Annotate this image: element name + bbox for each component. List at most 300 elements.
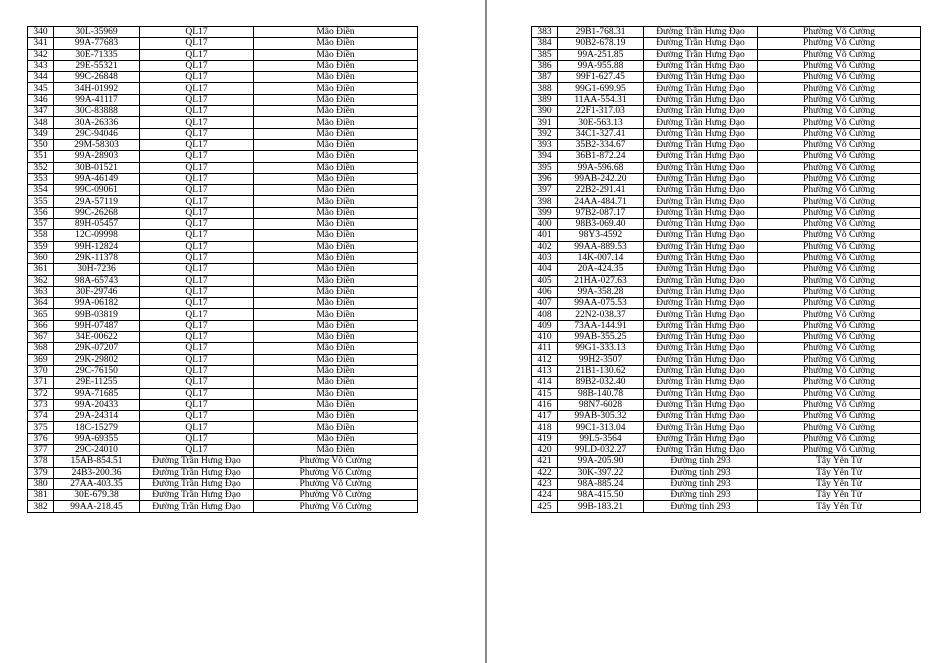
road-cell: Đường Trần Hưng Đạo	[644, 128, 758, 139]
road-cell: Đường tỉnh 293	[644, 456, 758, 467]
table-row	[532, 478, 921, 489]
row-number-cell: 385	[532, 49, 558, 60]
area-cell: Phường Võ Cường	[758, 151, 921, 162]
license-plate-cell: 99A-20433	[54, 399, 140, 410]
row-number-cell: 422	[532, 467, 558, 478]
area-cell: Phường Võ Cường	[758, 433, 921, 444]
area-cell: Mão Điền	[254, 196, 418, 207]
area-cell: Mão Điền	[254, 230, 418, 241]
table-row	[28, 275, 418, 286]
road-cell: Đường Trần Hưng Đạo	[140, 467, 254, 478]
row-number-cell: 355	[28, 196, 54, 207]
table-row	[532, 230, 921, 241]
license-plate-cell: 99G1-333.13	[558, 343, 644, 354]
area-cell: Phường Võ Cường	[758, 230, 921, 241]
vehicle-table-right-body	[532, 27, 921, 513]
area-cell: Phường Võ Cường	[758, 241, 921, 252]
area-cell: Mão Điền	[254, 354, 418, 365]
area-cell: Phường Võ Cường	[758, 343, 921, 354]
table-row	[532, 456, 921, 467]
row-number-cell: 340	[28, 27, 54, 38]
area-cell: Mão Điền	[254, 252, 418, 263]
table-row	[28, 139, 418, 150]
row-number-cell: 366	[28, 320, 54, 331]
row-number-cell: 400	[532, 219, 558, 230]
table-row	[532, 286, 921, 297]
table-row	[532, 467, 921, 478]
row-number-cell: 399	[532, 207, 558, 218]
row-number-cell: 349	[28, 128, 54, 139]
area-cell: Mão Điền	[254, 49, 418, 60]
row-number-cell: 361	[28, 264, 54, 275]
table-row	[28, 343, 418, 354]
table-row	[28, 94, 418, 105]
road-cell: Đường Trần Hưng Đạo	[644, 196, 758, 207]
road-cell: Đường Trần Hưng Đạo	[644, 230, 758, 241]
table-row	[28, 162, 418, 173]
row-number-cell: 372	[28, 388, 54, 399]
road-cell: Đường Trần Hưng Đạo	[140, 490, 254, 501]
area-cell: Phường Võ Cường	[758, 286, 921, 297]
road-cell: Đường Trần Hưng Đạo	[644, 444, 758, 455]
area-cell: Mão Điền	[254, 72, 418, 83]
license-plate-cell: 29M-58303	[54, 139, 140, 150]
table-row	[532, 173, 921, 184]
license-plate-cell: 99AB-305.32	[558, 411, 644, 422]
license-plate-cell: 99C-26268	[54, 207, 140, 218]
area-cell: Mão Điền	[254, 94, 418, 105]
row-number-cell: 389	[532, 94, 558, 105]
road-cell: QL17	[140, 117, 254, 128]
row-number-cell: 362	[28, 275, 54, 286]
table-row	[532, 411, 921, 422]
license-plate-cell: 29C-24010	[54, 444, 140, 455]
area-cell: Tây Yên Tử	[758, 456, 921, 467]
road-cell: QL17	[140, 38, 254, 49]
area-cell: Mão Điền	[254, 388, 418, 399]
road-cell: QL17	[140, 365, 254, 376]
row-number-cell: 395	[532, 162, 558, 173]
road-cell: QL17	[140, 377, 254, 388]
road-cell: QL17	[140, 388, 254, 399]
area-cell: Mão Điền	[254, 173, 418, 184]
road-cell: QL17	[140, 207, 254, 218]
table-row	[532, 72, 921, 83]
row-number-cell: 409	[532, 320, 558, 331]
road-cell: QL17	[140, 128, 254, 139]
license-plate-cell: 21B1-130.62	[558, 365, 644, 376]
license-plate-cell: 15AB-854.51	[54, 456, 140, 467]
row-number-cell: 374	[28, 411, 54, 422]
row-number-cell: 365	[28, 309, 54, 320]
row-number-cell: 402	[532, 241, 558, 252]
road-cell: Đường Trần Hưng Đạo	[644, 106, 758, 117]
row-number-cell: 358	[28, 230, 54, 241]
row-number-cell: 412	[532, 354, 558, 365]
road-cell: Đường tỉnh 293	[644, 501, 758, 512]
area-cell: Phường Võ Cường	[758, 173, 921, 184]
row-number-cell: 367	[28, 332, 54, 343]
license-plate-cell: 24B3-200.36	[54, 467, 140, 478]
table-row	[28, 490, 418, 501]
area-cell: Mão Điền	[254, 38, 418, 49]
road-cell: QL17	[140, 27, 254, 38]
license-plate-cell: 99A-358.28	[558, 286, 644, 297]
license-plate-cell: 99A-06182	[54, 298, 140, 309]
road-cell: Đường Trần Hưng Đạo	[644, 411, 758, 422]
area-cell: Phường Võ Cường	[758, 332, 921, 343]
table-row	[532, 332, 921, 343]
area-cell: Phường Võ Cường	[254, 501, 418, 512]
license-plate-cell: 34C1-327.41	[558, 128, 644, 139]
table-row	[532, 490, 921, 501]
license-plate-cell: 29E-11255	[54, 377, 140, 388]
area-cell: Phường Võ Cường	[758, 264, 921, 275]
table-row	[532, 252, 921, 263]
license-plate-cell: 99A-77683	[54, 38, 140, 49]
road-cell: Đường Trần Hưng Đạo	[644, 241, 758, 252]
road-cell: QL17	[140, 106, 254, 117]
license-plate-cell: 12C-09998	[54, 230, 140, 241]
license-plate-cell: 99G1-699.95	[558, 83, 644, 94]
road-cell: QL17	[140, 162, 254, 173]
road-cell: QL17	[140, 298, 254, 309]
road-cell: Đường Trần Hưng Đạo	[140, 478, 254, 489]
table-row	[28, 106, 418, 117]
license-plate-cell: 30E-71335	[54, 49, 140, 60]
area-cell: Mão Điền	[254, 377, 418, 388]
table-row	[28, 365, 418, 376]
row-number-cell: 401	[532, 230, 558, 241]
table-row	[28, 422, 418, 433]
area-cell: Phường Võ Cường	[254, 478, 418, 489]
area-cell: Mão Điền	[254, 275, 418, 286]
table-row	[532, 320, 921, 331]
area-cell: Phường Võ Cường	[758, 444, 921, 455]
road-cell: QL17	[140, 49, 254, 60]
row-number-cell: 381	[28, 490, 54, 501]
license-plate-cell: 30K-397.22	[558, 467, 644, 478]
license-plate-cell: 89B2-032.40	[558, 377, 644, 388]
row-number-cell: 350	[28, 139, 54, 150]
table-row	[28, 332, 418, 343]
area-cell: Mão Điền	[254, 139, 418, 150]
table-row	[28, 49, 418, 60]
license-plate-cell: 89H-05457	[54, 219, 140, 230]
road-cell: Đường Trần Hưng Đạo	[644, 83, 758, 94]
row-number-cell: 423	[532, 478, 558, 489]
license-plate-cell: 99A-28903	[54, 151, 140, 162]
license-plate-cell: 18C-15279	[54, 422, 140, 433]
table-row	[532, 501, 921, 512]
row-number-cell: 396	[532, 173, 558, 184]
table-row	[28, 286, 418, 297]
road-cell: Đường Trần Hưng Đạo	[644, 117, 758, 128]
license-plate-cell: 98B3-069.40	[558, 219, 644, 230]
area-cell: Phường Võ Cường	[758, 399, 921, 410]
row-number-cell: 419	[532, 433, 558, 444]
row-number-cell: 363	[28, 286, 54, 297]
table-row	[532, 422, 921, 433]
license-plate-cell: 98Y3-4592	[558, 230, 644, 241]
license-plate-cell: 99H-07487	[54, 320, 140, 331]
license-plate-cell: 99A-596.68	[558, 162, 644, 173]
page-divider	[485, 0, 487, 663]
road-cell: Đường Trần Hưng Đạo	[644, 72, 758, 83]
row-number-cell: 346	[28, 94, 54, 105]
area-cell: Phường Võ Cường	[758, 298, 921, 309]
table-row	[532, 162, 921, 173]
road-cell: Đường Trần Hưng Đạo	[644, 162, 758, 173]
row-number-cell: 351	[28, 151, 54, 162]
road-cell: QL17	[140, 422, 254, 433]
license-plate-cell: 99C-26848	[54, 72, 140, 83]
area-cell: Phường Võ Cường	[758, 60, 921, 71]
road-cell: QL17	[140, 60, 254, 71]
table-row	[28, 354, 418, 365]
area-cell: Mão Điền	[254, 422, 418, 433]
row-number-cell: 388	[532, 83, 558, 94]
table-row	[28, 433, 418, 444]
license-plate-cell: 22F1-317.03	[558, 106, 644, 117]
table-row	[28, 72, 418, 83]
road-cell: Đường Trần Hưng Đạo	[644, 365, 758, 376]
road-cell: Đường Trần Hưng Đạo	[644, 343, 758, 354]
license-plate-cell: 21HA-027.63	[558, 275, 644, 286]
row-number-cell: 352	[28, 162, 54, 173]
road-cell: QL17	[140, 72, 254, 83]
row-number-cell: 345	[28, 83, 54, 94]
area-cell: Mão Điền	[254, 343, 418, 354]
license-plate-cell: 30C-83888	[54, 106, 140, 117]
license-plate-cell: 97B2-087.17	[558, 207, 644, 218]
row-number-cell: 379	[28, 467, 54, 478]
area-cell: Phường Võ Cường	[758, 185, 921, 196]
row-number-cell: 382	[28, 501, 54, 512]
license-plate-cell: 29K-07207	[54, 343, 140, 354]
vehicle-table-left	[27, 26, 418, 513]
license-plate-cell: 22N2-038.37	[558, 309, 644, 320]
road-cell: Đường Trần Hưng Đạo	[644, 388, 758, 399]
license-plate-cell: 99H-12824	[54, 241, 140, 252]
row-number-cell: 418	[532, 422, 558, 433]
row-number-cell: 417	[532, 411, 558, 422]
road-cell: Đường Trần Hưng Đạo	[644, 94, 758, 105]
table-row	[28, 478, 418, 489]
row-number-cell: 354	[28, 185, 54, 196]
area-cell: Tây Yên Tử	[758, 490, 921, 501]
area-cell: Phường Võ Cường	[758, 207, 921, 218]
table-row	[28, 309, 418, 320]
table-row	[28, 444, 418, 455]
road-cell: QL17	[140, 309, 254, 320]
area-cell: Phường Võ Cường	[758, 162, 921, 173]
table-row	[28, 173, 418, 184]
row-number-cell: 353	[28, 173, 54, 184]
road-cell: QL17	[140, 151, 254, 162]
license-plate-cell: 22B2-291.41	[558, 185, 644, 196]
row-number-cell: 394	[532, 151, 558, 162]
table-row	[532, 219, 921, 230]
road-cell: Đường tỉnh 293	[644, 490, 758, 501]
table-row	[28, 60, 418, 71]
table-row	[532, 117, 921, 128]
license-plate-cell: 99AA-218.45	[54, 501, 140, 512]
area-cell: Phường Võ Cường	[758, 365, 921, 376]
road-cell: QL17	[140, 320, 254, 331]
table-row	[532, 444, 921, 455]
license-plate-cell: 24AA-484.71	[558, 196, 644, 207]
license-plate-cell: 99B-03819	[54, 309, 140, 320]
road-cell: Đường Trần Hưng Đạo	[644, 354, 758, 365]
table-row	[28, 320, 418, 331]
area-cell: Phường Võ Cường	[758, 275, 921, 286]
area-cell: Mão Điền	[254, 444, 418, 455]
area-cell: Phường Võ Cường	[254, 490, 418, 501]
area-cell: Phường Võ Cường	[758, 422, 921, 433]
row-number-cell: 360	[28, 252, 54, 263]
road-cell: Đường Trần Hưng Đạo	[644, 219, 758, 230]
road-cell: Đường Trần Hưng Đạo	[644, 309, 758, 320]
row-number-cell: 411	[532, 343, 558, 354]
row-number-cell: 375	[28, 422, 54, 433]
license-plate-cell: 99A-46149	[54, 173, 140, 184]
table-row	[28, 298, 418, 309]
road-cell: Đường Trần Hưng Đạo	[644, 433, 758, 444]
row-number-cell: 421	[532, 456, 558, 467]
table-row	[532, 275, 921, 286]
table-row	[28, 467, 418, 478]
row-number-cell: 386	[532, 60, 558, 71]
table-row	[28, 196, 418, 207]
table-row	[532, 264, 921, 275]
license-plate-cell: 99A-69355	[54, 433, 140, 444]
row-number-cell: 344	[28, 72, 54, 83]
table-row	[28, 241, 418, 252]
table-row	[532, 309, 921, 320]
license-plate-cell: 30A-26336	[54, 117, 140, 128]
road-cell: QL17	[140, 275, 254, 286]
area-cell: Phường Võ Cường	[758, 72, 921, 83]
license-plate-cell: 30E-679.38	[54, 490, 140, 501]
area-cell: Phường Võ Cường	[758, 94, 921, 105]
area-cell: Mão Điền	[254, 27, 418, 38]
road-cell: QL17	[140, 94, 254, 105]
license-plate-cell: 30F-29746	[54, 286, 140, 297]
area-cell: Phường Võ Cường	[758, 49, 921, 60]
road-cell: Đường Trần Hưng Đạo	[644, 320, 758, 331]
table-row	[532, 106, 921, 117]
area-cell: Phường Võ Cường	[758, 252, 921, 263]
road-cell: QL17	[140, 139, 254, 150]
area-cell: Phường Võ Cường	[758, 38, 921, 49]
row-number-cell: 415	[532, 388, 558, 399]
area-cell: Phường Võ Cường	[758, 83, 921, 94]
row-number-cell: 406	[532, 286, 558, 297]
area-cell: Mão Điền	[254, 332, 418, 343]
table-row	[28, 456, 418, 467]
row-number-cell: 368	[28, 343, 54, 354]
row-number-cell: 378	[28, 456, 54, 467]
road-cell: QL17	[140, 343, 254, 354]
row-number-cell: 364	[28, 298, 54, 309]
table-row	[532, 433, 921, 444]
area-cell: Mão Điền	[254, 298, 418, 309]
license-plate-cell: 29A-57119	[54, 196, 140, 207]
table-row	[532, 128, 921, 139]
row-number-cell: 347	[28, 106, 54, 117]
road-cell: QL17	[140, 264, 254, 275]
table-row	[532, 298, 921, 309]
license-plate-cell: 27AA-403.35	[54, 478, 140, 489]
row-number-cell: 356	[28, 207, 54, 218]
road-cell: Đường Trần Hưng Đạo	[140, 501, 254, 512]
road-cell: QL17	[140, 230, 254, 241]
license-plate-cell: 35B2-334.67	[558, 139, 644, 150]
license-plate-cell: 30H-7236	[54, 264, 140, 275]
area-cell: Mão Điền	[254, 117, 418, 128]
area-cell: Mão Điền	[254, 60, 418, 71]
table-row	[28, 388, 418, 399]
table-row	[532, 151, 921, 162]
road-cell: QL17	[140, 173, 254, 184]
row-number-cell: 376	[28, 433, 54, 444]
area-cell: Phường Võ Cường	[758, 411, 921, 422]
road-cell: QL17	[140, 241, 254, 252]
license-plate-cell: 99C-09061	[54, 185, 140, 196]
area-cell: Mão Điền	[254, 151, 418, 162]
license-plate-cell: 99AB-242.20	[558, 173, 644, 184]
table-row	[28, 264, 418, 275]
vehicle-table-right	[531, 26, 921, 513]
road-cell: Đường Trần Hưng Đạo	[644, 60, 758, 71]
area-cell: Phường Võ Cường	[758, 196, 921, 207]
table-row	[532, 388, 921, 399]
row-number-cell: 387	[532, 72, 558, 83]
row-number-cell: 373	[28, 399, 54, 410]
row-number-cell: 405	[532, 275, 558, 286]
table-row	[28, 117, 418, 128]
area-cell: Mão Điền	[254, 411, 418, 422]
table-row	[28, 207, 418, 218]
area-cell: Mão Điền	[254, 433, 418, 444]
license-plate-cell: 30L-35969	[54, 27, 140, 38]
table-row	[28, 377, 418, 388]
table-row	[532, 27, 921, 38]
license-plate-cell: 99A-41117	[54, 94, 140, 105]
area-cell: Phường Võ Cường	[758, 388, 921, 399]
table-row	[532, 196, 921, 207]
license-plate-cell: 99LD-032.27	[558, 444, 644, 455]
table-row	[28, 230, 418, 241]
row-number-cell: 371	[28, 377, 54, 388]
table-row	[532, 49, 921, 60]
area-cell: Mão Điền	[254, 219, 418, 230]
road-cell: Đường Trần Hưng Đạo	[644, 252, 758, 263]
road-cell: Đường Trần Hưng Đạo	[644, 377, 758, 388]
table-row	[532, 354, 921, 365]
license-plate-cell: 34E-00622	[54, 332, 140, 343]
license-plate-cell: 99AA-075.53	[558, 298, 644, 309]
row-number-cell: 404	[532, 264, 558, 275]
road-cell: Đường Trần Hưng Đạo	[644, 27, 758, 38]
table-row	[532, 38, 921, 49]
road-cell: QL17	[140, 433, 254, 444]
area-cell: Phường Võ Cường	[758, 320, 921, 331]
area-cell: Phường Võ Cường	[758, 128, 921, 139]
road-cell: Đường Trần Hưng Đạo	[644, 422, 758, 433]
row-number-cell: 425	[532, 501, 558, 512]
